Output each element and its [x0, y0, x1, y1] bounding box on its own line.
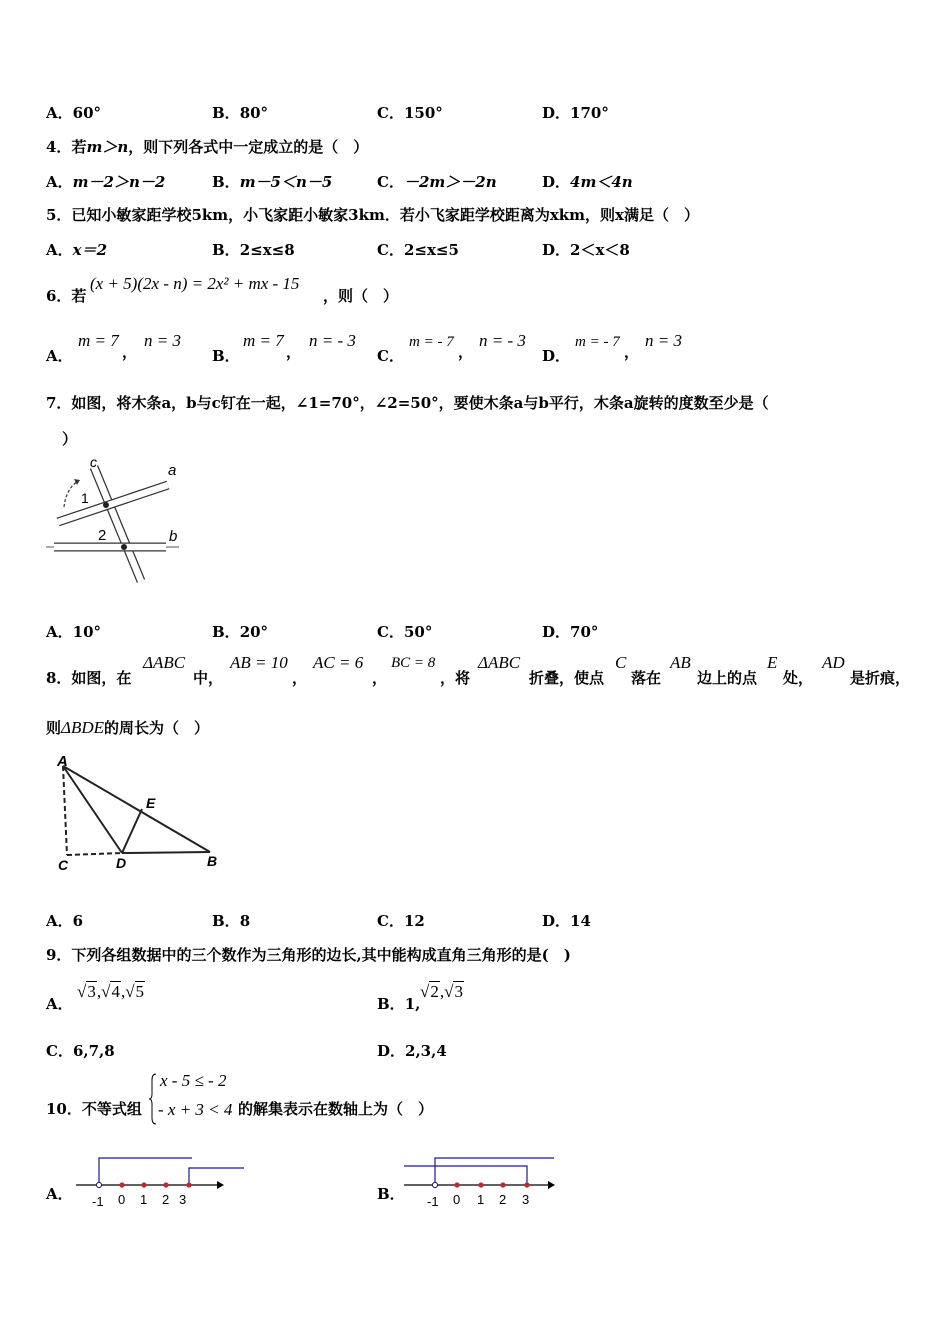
- q6-option-b-n: n = - 3: [309, 331, 356, 350]
- q8-c: C: [615, 653, 627, 672]
- q8-ad: AD: [822, 653, 845, 672]
- q9-option-c: C．6,7,8: [46, 1042, 115, 1060]
- q9-option-d: D．2,3,4: [377, 1042, 447, 1060]
- q5-option-d: D．2＜x＜8: [542, 241, 630, 259]
- label-b: b: [169, 528, 178, 545]
- q8-figure: [50, 752, 230, 877]
- q6-option-d-letter: D．: [542, 347, 571, 365]
- tick-label: 1: [140, 1192, 148, 1207]
- q10-option-a-letter: A．: [46, 1185, 73, 1203]
- q7-option-b: B．20°: [212, 623, 269, 641]
- q8-bc: BC = 8: [391, 655, 436, 671]
- q10-option-b-numberline: [402, 1150, 562, 1212]
- q6-expression: (x + 5)(2x - n) = 2x² + mx - 15: [90, 274, 300, 293]
- q3-option-d: D．170°: [542, 104, 609, 122]
- tick-label: 0: [453, 1192, 461, 1207]
- q8-option-b: B．8: [212, 912, 251, 930]
- q7-stem-line2: ）: [62, 430, 78, 448]
- tick-label: -1: [92, 1194, 104, 1209]
- comma: ，: [624, 343, 640, 361]
- tick-label: 2: [162, 1192, 170, 1207]
- label-angle1: 1: [81, 490, 89, 506]
- q6-option-d-n: n = 3: [645, 331, 682, 350]
- q6-option-c-m: m = - 7: [409, 334, 454, 350]
- comma: ，: [122, 343, 138, 361]
- q4-stem: 4．若m＞n，则下列各式中一定成立的是（ ）: [46, 138, 369, 156]
- tick-label: 3: [522, 1192, 530, 1207]
- tick-label: 2: [499, 1192, 507, 1207]
- q10-post: 的解集表示在数轴上为（ ）: [238, 1100, 434, 1118]
- q10-option-a-numberline: [74, 1150, 249, 1212]
- q8-t8: 处，: [783, 669, 814, 687]
- q6-option-c-letter: C．: [377, 347, 404, 365]
- q6-option-b-letter: B．: [212, 347, 240, 365]
- q7-option-a: A．10°: [46, 623, 102, 641]
- label-D: D: [116, 855, 127, 871]
- q9-option-a: √3,√4,√5: [77, 982, 145, 1001]
- q9-option-a-letter: A．: [46, 995, 73, 1013]
- q8-option-d: D．14: [542, 912, 591, 930]
- q8-tri2: ΔABC: [478, 653, 521, 672]
- q8-t3: ，: [372, 669, 388, 687]
- q6-option-a-n: n = 3: [144, 331, 181, 350]
- q8-t6: 落在: [631, 669, 662, 687]
- q3-option-a: A．60°: [46, 104, 102, 122]
- comma: ，: [458, 343, 474, 361]
- label-B: B: [207, 853, 218, 869]
- q3-option-c: C．150°: [377, 104, 443, 122]
- q4-option-a: A．m－2＞n－2: [46, 173, 166, 191]
- q8-t2: ，: [292, 669, 308, 687]
- q7-figure: [44, 455, 184, 587]
- q9-option-b-letter: B．1,: [377, 995, 421, 1013]
- q8-t7: 边上的点: [697, 669, 758, 687]
- q5-option-a: A．x＝2: [46, 241, 108, 259]
- rotation-arrow: [64, 481, 78, 507]
- q8-t5: 折叠，使点: [529, 669, 605, 687]
- q8-t1: 中，: [193, 669, 224, 687]
- q9-option-b: √2,√3: [420, 982, 463, 1001]
- tick-label: 3: [179, 1192, 187, 1207]
- comma: ，: [286, 343, 302, 361]
- q5-option-c: C．2≤x≤5: [377, 241, 459, 259]
- q5-option-b: B．2≤x≤8: [212, 241, 295, 259]
- q8-t9: 是折痕，: [850, 669, 911, 687]
- tick-label: -1: [427, 1194, 439, 1209]
- q6-post: ，则（ ）: [323, 287, 399, 305]
- q8-option-a: A．6: [46, 912, 84, 930]
- q6-option-b-m: m = 7: [243, 331, 284, 350]
- q8-ab2: AB: [670, 653, 691, 672]
- tick-label: 1: [477, 1192, 485, 1207]
- q8-e: E: [767, 653, 778, 672]
- q8-num: 8．如图，在: [46, 669, 132, 687]
- q6-option-a-letter: A．: [46, 347, 73, 365]
- q10-num: 10．不等式组: [46, 1100, 142, 1118]
- label-angle2: 2: [98, 527, 107, 544]
- q8-line2: 则ΔBDE的周长为（ ）: [46, 718, 210, 737]
- q7-stem-line1: 7．如图，将木条a，b与c钉在一起，∠1=70°，∠2=50°，要使木条a与b平行，木条a旋转的度数至少是（: [46, 394, 769, 412]
- q10-brace: [148, 1072, 158, 1126]
- stick-c: [94, 467, 141, 581]
- q8-ab: AB = 10: [230, 653, 288, 672]
- q5-stem: 5．已知小敏家距学校5km，小飞家距小敏家3km．若小飞家距学校距离为xkm，则x满足（ ）: [46, 206, 699, 224]
- label-E: E: [146, 795, 156, 811]
- label-c: c: [90, 455, 97, 470]
- q7-option-d: D．70°: [542, 623, 599, 641]
- label-C: C: [58, 857, 69, 873]
- q4-option-d: D．4m＜4n: [542, 173, 633, 191]
- q6-option-c-n: n = - 3: [479, 331, 526, 350]
- q7-option-c: C．50°: [377, 623, 433, 641]
- label-A: A: [57, 753, 68, 770]
- tick-label: 0: [118, 1192, 126, 1207]
- label-a: a: [168, 462, 177, 479]
- q4-option-c: C．－2m＞－2n: [377, 173, 497, 191]
- q8-tri1: ΔABC: [143, 653, 186, 672]
- q9-stem: 9．下列各组数据中的三个数作为三角形的边长,其中能构成直角三角形的是( ): [46, 946, 571, 964]
- q8-option-c: C．12: [377, 912, 425, 930]
- q6-option-a-m: m = 7: [78, 331, 119, 350]
- q10-option-b-letter: B．: [377, 1185, 405, 1203]
- q10-ineq2: - x + 3 < 4: [158, 1100, 233, 1119]
- q4-option-b: B．m－5＜n－5: [212, 173, 333, 191]
- q6-option-d-m: m = - 7: [575, 334, 620, 350]
- q3-option-b: B．80°: [212, 104, 269, 122]
- q10-ineq1: x - 5 ≤ - 2: [160, 1071, 227, 1090]
- q6-num: 6．若: [46, 287, 87, 305]
- q8-ac: AC = 6: [313, 653, 364, 672]
- q8-t4: ，将: [440, 669, 471, 687]
